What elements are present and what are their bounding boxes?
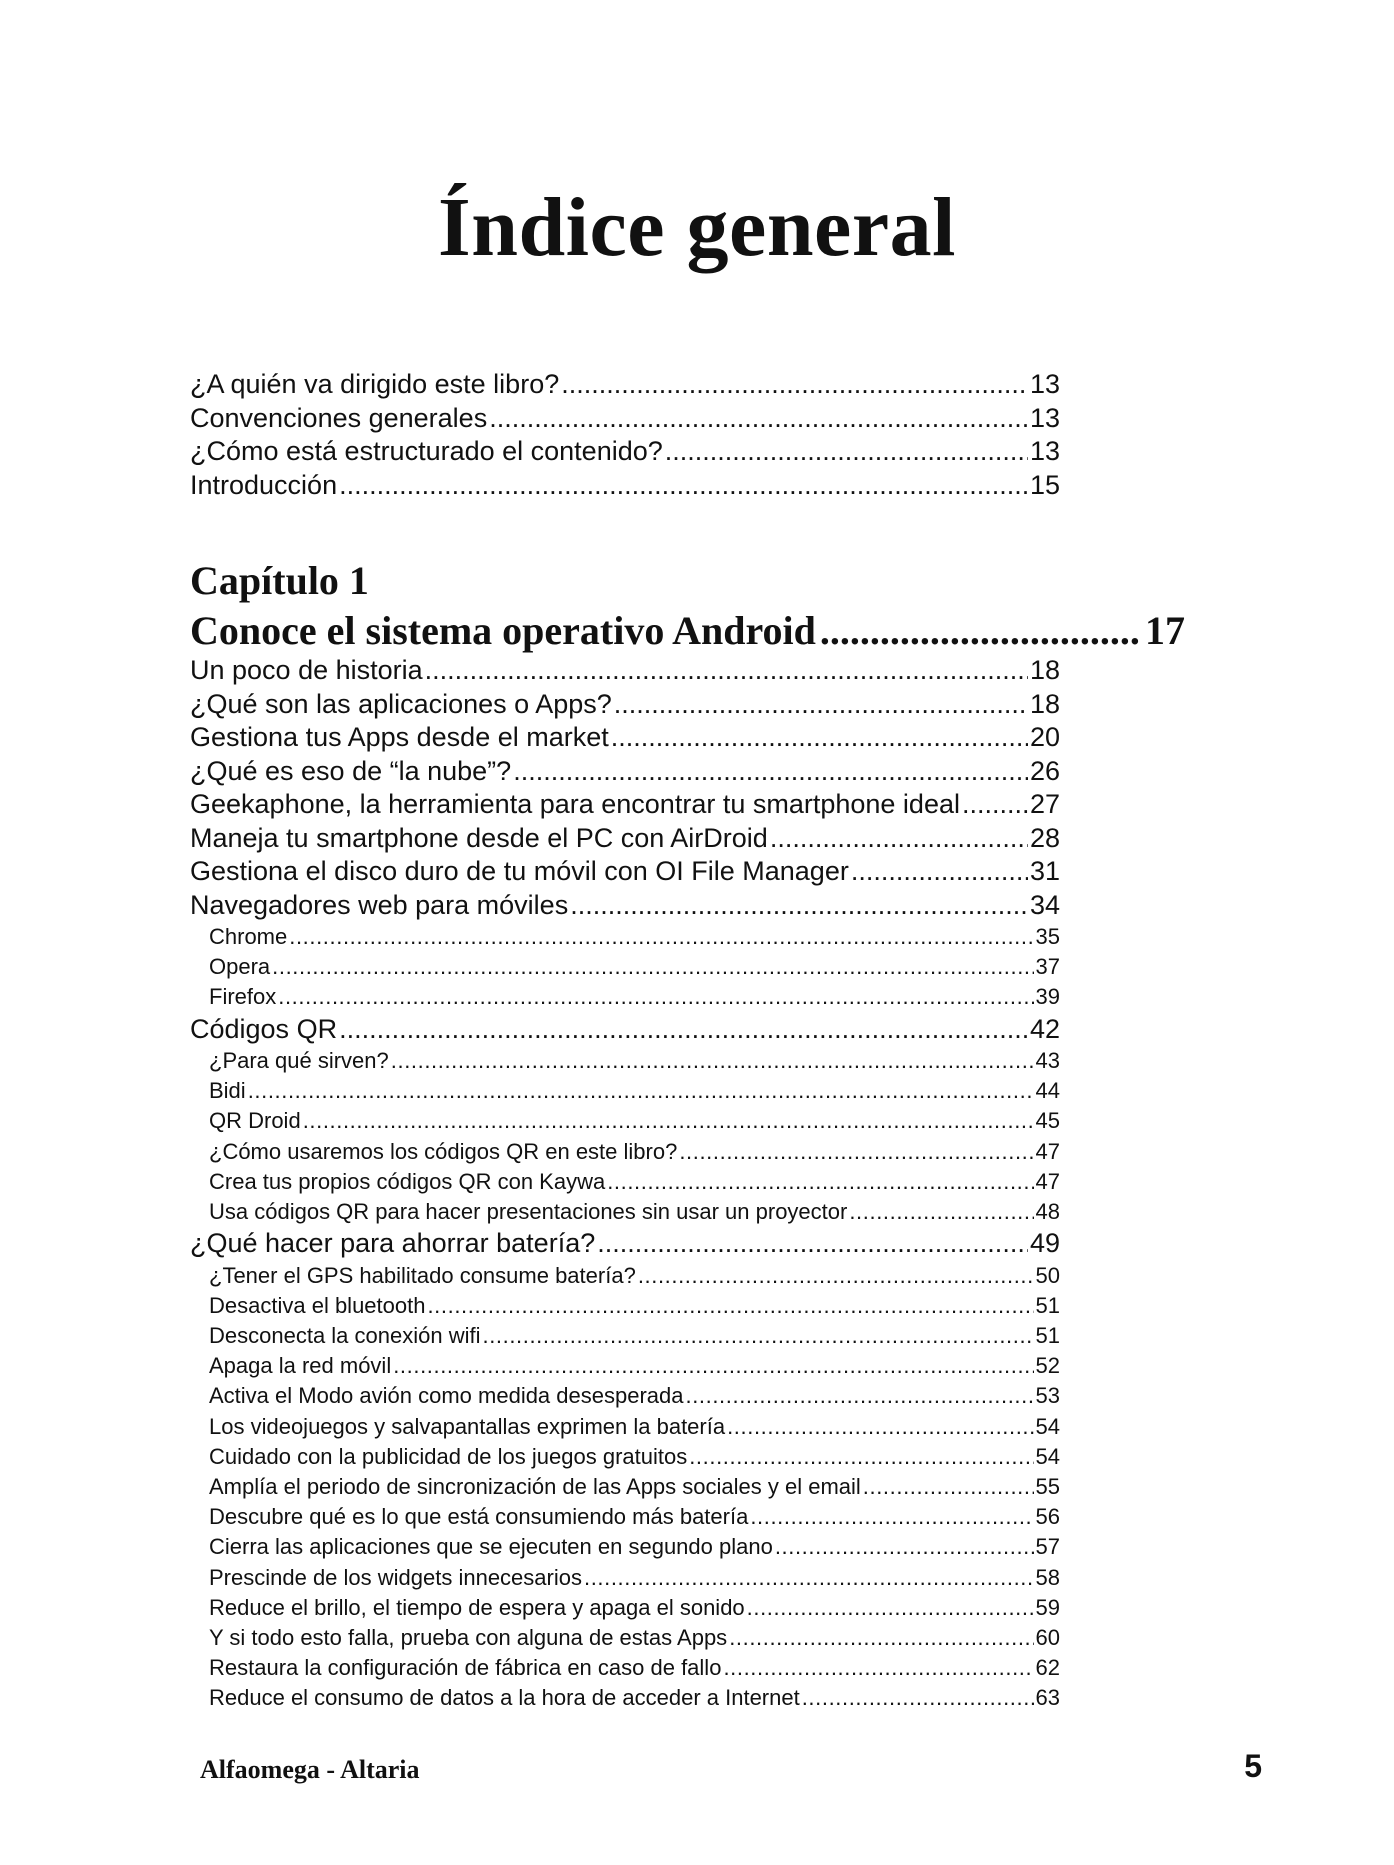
chapter-title-row[interactable] <box>190 606 1185 656</box>
toc-entry-page: 51 <box>1035 1292 1060 1318</box>
toc-entry-page: 47 <box>1035 1138 1060 1164</box>
dot-leader <box>289 922 1033 952</box>
toc-entry[interactable] <box>190 1261 1060 1291</box>
toc-entry-label: Prescinde de los widgets innecesarios <box>209 1564 582 1590</box>
toc-entry[interactable] <box>190 889 1060 923</box>
toc-entry-label: Amplía el periodo de sincronización de las Apps sociales y el email <box>209 1474 861 1499</box>
toc-entry-label: ¿Tener el GPS habilitado consume batería? <box>209 1262 636 1288</box>
toc-entry-label: ¿Qué es eso de “la nube”? <box>190 755 512 786</box>
dot-leader <box>851 855 1028 889</box>
toc-entry-page: 18 <box>1029 688 1060 719</box>
toc-entry-label: ¿Cómo está estructurado el contenido? <box>190 436 663 466</box>
toc-entry-label: Convenciones generales <box>190 402 488 433</box>
toc-entry-page: 50 <box>1035 1262 1060 1288</box>
toc-entry-page: 13 <box>1029 436 1060 466</box>
toc-entry-page: 63 <box>1035 1685 1060 1711</box>
toc-entry-label: Los videojuegos y salvapantallas exprimen la batería <box>209 1413 726 1439</box>
dot-leader <box>489 402 1028 436</box>
dot-leader <box>391 1046 1034 1076</box>
dot-leader <box>482 1321 1033 1351</box>
dot-leader <box>607 1167 1033 1197</box>
toc-entry-label: Cierra las aplicaciones que se ejecuten en segundo plano <box>209 1534 773 1560</box>
toc-entry-label: Cuidado con la publicidad de los juegos gratuitos <box>209 1443 688 1469</box>
dot-leader <box>750 1502 1033 1532</box>
toc-entry[interactable] <box>190 1532 1060 1562</box>
dot-leader <box>248 1076 1034 1106</box>
dot-leader <box>570 889 1028 923</box>
toc-entry[interactable] <box>190 1412 1060 1442</box>
toc-entry[interactable] <box>190 952 1060 982</box>
toc-entry[interactable] <box>190 1563 1060 1593</box>
toc-entry-page: 39 <box>1035 984 1060 1010</box>
dot-leader <box>561 368 1028 402</box>
toc-entry-label: Maneja tu smartphone desde el PC con AirDroid <box>190 822 768 853</box>
toc-entry[interactable] <box>190 1321 1060 1351</box>
dot-leader <box>303 1106 1034 1136</box>
dot-leader <box>820 606 1141 656</box>
toc-entry-page: 18 <box>1029 655 1060 685</box>
toc-entry[interactable] <box>190 688 1060 722</box>
toc-entry-page: 34 <box>1029 889 1060 920</box>
toc-entry[interactable] <box>190 1442 1060 1472</box>
toc-entry-label: Opera <box>209 954 271 980</box>
toc-entry-page: 28 <box>1029 822 1060 853</box>
dot-leader <box>679 1137 1033 1167</box>
toc-entry[interactable] <box>190 1502 1060 1532</box>
toc-entry-label: ¿A quién va dirigido este libro? <box>190 369 560 399</box>
toc-entry-page: 35 <box>1035 924 1060 949</box>
toc-entry-label: Apaga la red móvil <box>209 1353 392 1379</box>
dot-leader <box>723 1653 1033 1683</box>
toc-entry[interactable] <box>190 822 1060 856</box>
toc-entry[interactable] <box>190 855 1060 889</box>
dot-leader <box>775 1532 1034 1562</box>
dot-leader <box>393 1351 1033 1381</box>
toc-entry-page: 13 <box>1029 369 1060 399</box>
dot-leader <box>597 1227 1028 1261</box>
toc-entry[interactable] <box>190 721 1060 755</box>
dot-leader <box>584 1563 1034 1593</box>
toc-entry-page: 31 <box>1029 856 1060 886</box>
toc-entry-page: 59 <box>1035 1594 1060 1620</box>
toc-entry[interactable] <box>190 1291 1060 1321</box>
toc-entry-label: Bidi <box>209 1078 246 1104</box>
toc-entry-page: 58 <box>1035 1564 1060 1590</box>
toc-entry-page: 48 <box>1035 1199 1060 1224</box>
toc-entry[interactable] <box>190 368 1060 402</box>
dot-leader <box>689 1442 1033 1472</box>
toc-entry[interactable] <box>190 1167 1060 1197</box>
toc-entry[interactable] <box>190 1351 1060 1381</box>
dot-leader <box>727 1412 1033 1442</box>
toc-entry-label: Códigos QR <box>190 1013 338 1044</box>
toc-entry-page: 43 <box>1035 1048 1060 1074</box>
dot-leader <box>686 1381 1034 1411</box>
dot-leader <box>427 1291 1033 1321</box>
toc-entry[interactable] <box>190 402 1060 436</box>
toc-chapter-list <box>190 654 1060 1714</box>
toc-entry[interactable] <box>190 1381 1060 1411</box>
toc-entry-label: Introducción <box>190 469 338 500</box>
toc-entry[interactable] <box>190 1683 1060 1713</box>
toc-entry-label: ¿Qué hacer para ahorrar batería? <box>190 1228 596 1259</box>
dot-leader <box>638 1261 1034 1291</box>
toc-entry-page: 53 <box>1035 1383 1060 1409</box>
toc-entry[interactable] <box>190 435 1060 469</box>
toc-entry-label: Un poco de historia <box>190 655 423 685</box>
chapter-page-number: 17 <box>1145 608 1185 653</box>
toc-entry-label: Descubre qué es lo que está consumiendo más batería <box>209 1504 749 1530</box>
dot-leader <box>747 1593 1034 1623</box>
toc-entry-label: Desconecta la conexión wifi <box>209 1323 481 1349</box>
toc-entry-label: QR Droid <box>209 1108 301 1134</box>
dot-leader <box>665 435 1028 469</box>
toc-entry-label: Gestiona tus Apps desde el market <box>190 722 609 752</box>
toc-entry[interactable] <box>190 654 1060 688</box>
page-title: Índice general <box>438 181 956 274</box>
toc-entry-page: 26 <box>1029 755 1060 786</box>
toc-entry[interactable] <box>190 1013 1060 1047</box>
toc-entry[interactable] <box>190 922 1060 952</box>
toc-entry-label: Desactiva el bluetooth <box>209 1292 426 1318</box>
toc-entry-label: Geekaphone, la herramienta para encontrar tu smartphone ideal <box>190 789 960 819</box>
toc-entry-page: 37 <box>1035 954 1060 980</box>
dot-leader <box>802 1683 1034 1713</box>
footer-page-number: 5 <box>1244 1748 1262 1784</box>
toc-entry[interactable] <box>190 1227 1060 1261</box>
chapter-label: Capítulo 1 <box>190 558 369 603</box>
toc-entry-label: Usa códigos QR para hacer presentaciones sin usar un proyector <box>209 1199 848 1224</box>
dot-leader <box>513 755 1028 789</box>
toc-entry-page: 51 <box>1035 1323 1060 1349</box>
toc-entry-label: Firefox <box>209 984 277 1010</box>
toc-entry-page: 60 <box>1035 1624 1060 1650</box>
toc-entry-page: 20 <box>1029 722 1060 752</box>
toc-entry[interactable] <box>190 1472 1060 1502</box>
toc-entry-label: Restaura la configuración de fábrica en caso de fallo <box>209 1655 722 1681</box>
toc-entry-label: ¿Para qué sirven? <box>209 1048 389 1074</box>
toc-entry[interactable] <box>190 1106 1060 1136</box>
toc-entry-page: 49 <box>1029 1228 1060 1259</box>
dot-leader <box>611 721 1028 755</box>
toc-entry-page: 54 <box>1035 1413 1060 1439</box>
toc-entry-page: 45 <box>1035 1108 1060 1134</box>
toc-entry-page: 13 <box>1029 402 1060 433</box>
toc-entry[interactable] <box>190 469 1060 503</box>
footer-publisher: Alfaomega - Altaria <box>200 1755 420 1784</box>
toc-entry[interactable] <box>190 1623 1060 1653</box>
dot-leader <box>339 469 1028 503</box>
toc-entry-page: 62 <box>1035 1655 1060 1681</box>
toc-entry[interactable] <box>190 1197 1060 1227</box>
chapter-title: Conoce el sistema operativo Android <box>190 608 816 653</box>
toc-entry[interactable] <box>190 982 1060 1012</box>
toc-entry-page: 15 <box>1029 469 1060 500</box>
toc-entry[interactable] <box>190 1653 1060 1683</box>
dot-leader <box>339 1013 1028 1047</box>
toc-entry-page: 56 <box>1035 1504 1060 1530</box>
toc-entry-page: 55 <box>1035 1474 1060 1499</box>
toc-entry-page: 42 <box>1029 1013 1060 1044</box>
toc-entry-label: Reduce el brillo, el tiempo de espera y apaga el sonido <box>209 1594 745 1620</box>
dot-leader <box>425 654 1028 688</box>
dot-leader <box>278 982 1033 1012</box>
toc-entry[interactable] <box>190 1076 1060 1106</box>
toc-entry-label: ¿Cómo usaremos los códigos QR en este libro? <box>209 1138 678 1164</box>
toc-entry-label: Y si todo esto falla, prueba con alguna de estas Apps <box>209 1624 728 1650</box>
toc-entry-page: 47 <box>1035 1168 1060 1194</box>
dot-leader <box>729 1623 1033 1653</box>
toc-intro-list <box>190 368 1060 502</box>
toc-entry[interactable] <box>190 1046 1060 1076</box>
toc-entry-label: Reduce el consumo de datos a la hora de acceder a Internet <box>209 1685 800 1711</box>
toc-entry-label: ¿Qué son las aplicaciones o Apps? <box>190 688 612 719</box>
toc-entry[interactable] <box>190 755 1060 789</box>
toc-entry-label: Chrome <box>209 924 288 949</box>
toc-entry-label: Navegadores web para móviles <box>190 889 569 920</box>
toc-entry[interactable] <box>190 1137 1060 1167</box>
dot-leader <box>272 952 1033 982</box>
toc-entry[interactable] <box>190 1593 1060 1623</box>
toc-entry-page: 52 <box>1035 1353 1060 1379</box>
dot-leader <box>849 1197 1033 1227</box>
toc-entry-page: 27 <box>1029 789 1060 819</box>
toc-entry-page: 57 <box>1035 1534 1060 1560</box>
dot-leader <box>962 788 1028 822</box>
dot-leader <box>614 688 1028 722</box>
toc-entry-page: 54 <box>1035 1443 1060 1469</box>
toc-entry[interactable] <box>190 788 1060 822</box>
toc-entry-label: Activa el Modo avión como medida desesperada <box>209 1383 684 1409</box>
toc-entry-label: Crea tus propios códigos QR con Kaywa <box>209 1168 606 1194</box>
toc-entry-label: Gestiona el disco duro de tu móvil con OI File Manager <box>190 856 849 886</box>
toc-entry-page: 44 <box>1035 1078 1060 1104</box>
dot-leader <box>770 822 1028 856</box>
dot-leader <box>863 1472 1034 1502</box>
